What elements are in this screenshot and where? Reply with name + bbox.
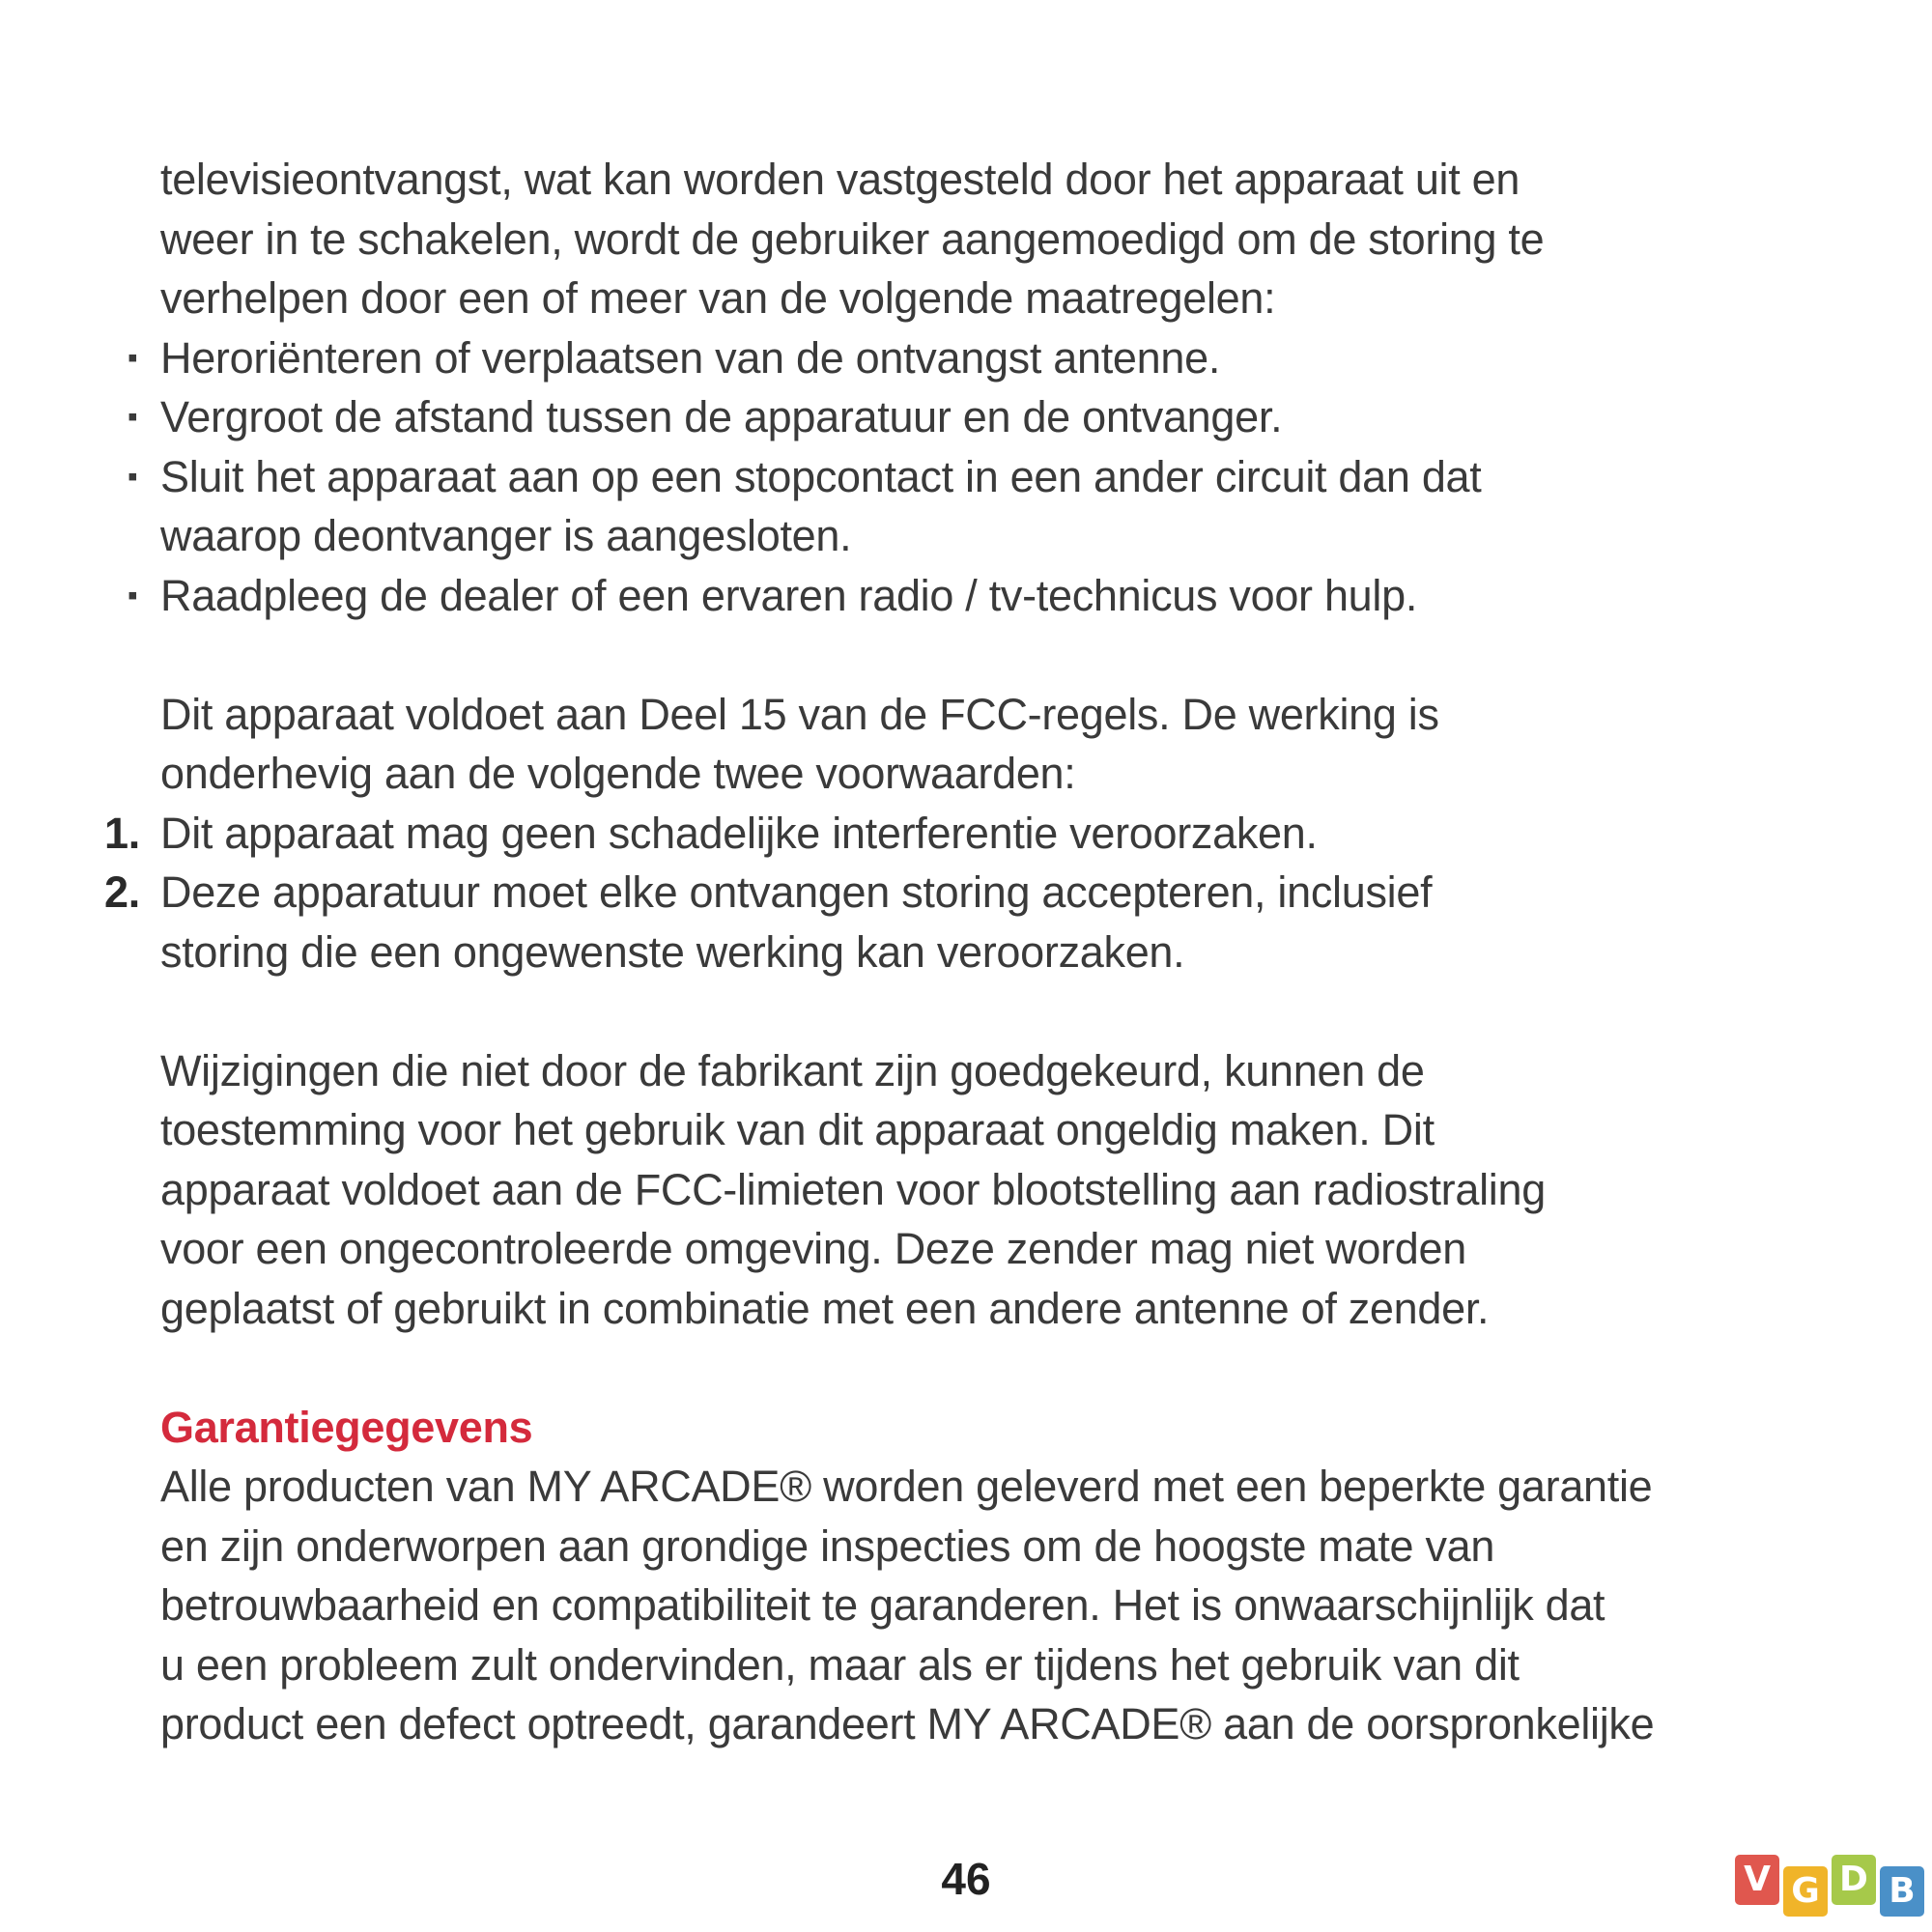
list-item: [104, 863, 1803, 981]
fcc-line: Dit apparaat voldoet aan Deel 15 van de FCC-regels. De werking is: [160, 689, 1439, 739]
bullet-marker: ▪: [128, 341, 138, 374]
changes-line: Wijzigingen die niet door de fabrikant zijn goedgekeurd, kunnen de: [160, 1045, 1425, 1095]
warranty-paragraph: [160, 1457, 1803, 1754]
warranty-line: en zijn onderworpen aan grondige inspecties om de hoogste mate van: [160, 1520, 1495, 1571]
list-item: [128, 387, 1803, 447]
changes-line: apparaat voldoet aan de FCC-limieten voor blootstelling aan radiostraling: [160, 1164, 1546, 1214]
changes-paragraph: [160, 1041, 1803, 1339]
warranty-heading: Garantiegegevens: [160, 1402, 533, 1452]
warranty-line: Alle producten van MY ARCADE® worden geleverd met een beperkte garantie: [160, 1462, 1653, 1511]
list-item-text: waarop deontvanger is aangesloten.: [160, 511, 852, 560]
number-marker: 1.: [104, 808, 140, 858]
list-item: [104, 804, 1803, 864]
bullet-marker: ▪: [128, 460, 138, 493]
changes-line: voor een ongecontroleerde omgeving. Deze zender mag niet worden: [160, 1224, 1466, 1273]
paragraph-gap: [160, 1338, 1803, 1398]
logo-letter-g: G: [1783, 1866, 1828, 1917]
list-item-text: Heroriënteren of verplaatsen van de ontvangst antenne.: [160, 332, 1221, 383]
fcc-paragraph: [160, 685, 1803, 804]
measures-list: [128, 328, 1803, 626]
list-item-text: Sluit het apparaat aan op een stopcontact in een ander circuit dan dat: [160, 451, 1482, 501]
bullet-marker: ▪: [128, 579, 138, 611]
warranty-line: betrouwbaarheid en compatibiliteit te garanderen. Het is onwaarschijnlijk dat: [160, 1580, 1605, 1630]
list-item-text: Raadpleeg de dealer of een ervaren radio / tv-technicus voor hulp.: [160, 570, 1418, 620]
list-item-text: Deze apparatuur moet elke ontvangen storing accepteren, inclusief: [160, 867, 1433, 917]
vgdb-watermark-logo: [1735, 1855, 1928, 1930]
intro-line: televisieontvangst, wat kan worden vastgesteld door het apparaat uit en: [160, 155, 1520, 204]
fcc-line: onderhevig aan de volgende twee voorwaarden:: [160, 749, 1076, 798]
logo-letter-d: D: [1832, 1855, 1876, 1905]
list-item: [128, 328, 1803, 388]
intro-line: verhelpen door een of meer van de volgende maatregelen:: [160, 273, 1276, 323]
changes-line: geplaatst of gebruikt in combinatie met een andere antenne of zender.: [160, 1283, 1490, 1333]
conditions-list: [104, 804, 1803, 982]
list-item-text: Vergroot de afstand tussen de apparatuur en de ontvanger.: [160, 392, 1283, 441]
logo-letter-b: B: [1880, 1866, 1924, 1917]
warranty-line: u een probleem zult ondervinden, maar als er tijdens het gebruik van dit: [160, 1639, 1520, 1690]
logo-letter-v: V: [1735, 1855, 1779, 1905]
page-number: 46: [941, 1854, 991, 1904]
intro-paragraph: [160, 150, 1803, 328]
warranty-line: product een defect optreedt, garandeert MY ARCADE® aan de oorspronkelijke: [160, 1699, 1655, 1748]
page-text: [104, 150, 1803, 1754]
paragraph-gap: [160, 625, 1803, 685]
intro-line: weer in te schakelen, wordt de gebruiker aangemoedigd om de storing te: [160, 213, 1545, 264]
paragraph-gap: [160, 981, 1803, 1041]
list-item-text: Dit apparaat mag geen schadelijke interferentie veroorzaken.: [160, 808, 1318, 858]
list-item: [128, 447, 1803, 566]
list-item: [128, 566, 1803, 626]
bullet-marker: ▪: [128, 401, 138, 433]
list-item-text: storing die een ongewenste werking kan veroorzaken.: [160, 926, 1185, 977]
number-marker: 2.: [104, 867, 140, 917]
changes-line: toestemming voor het gebruik van dit apparaat ongeldig maken. Dit: [160, 1105, 1435, 1154]
